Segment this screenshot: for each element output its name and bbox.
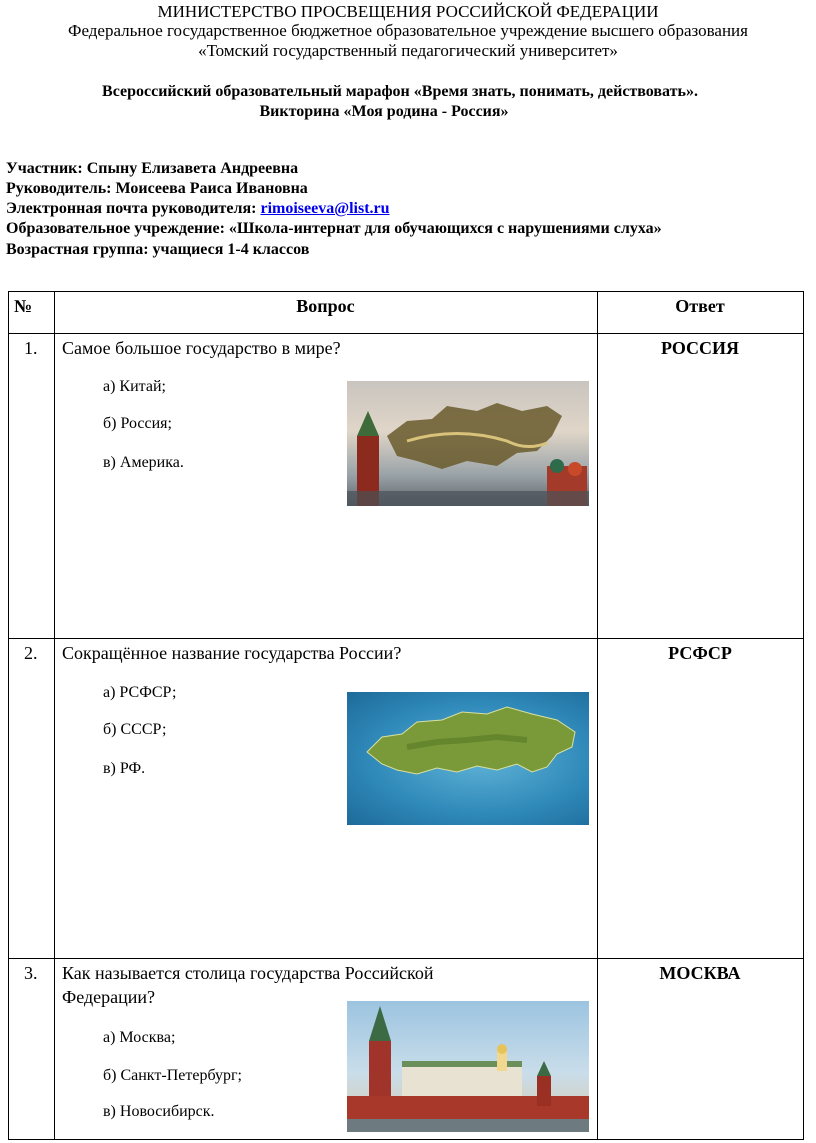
table-border-row2	[8, 958, 804, 959]
email-line	[6, 199, 390, 219]
russia-collage-image	[347, 381, 589, 506]
marathon-title: Всероссийский образовательный марафон «Время знать, понимать, действовать».	[102, 83, 698, 100]
row1-option-b: б) Россия;	[103, 415, 172, 432]
moscow-kremlin-image	[347, 1001, 589, 1132]
row3-option-c: в) Новосибирск.	[103, 1103, 215, 1120]
russia-map-image	[347, 692, 589, 825]
institution-line: Федеральное государственное бюджетное образовательное учреждение высшего образования	[68, 21, 748, 40]
row3-option-b: б) Санкт-Петербург;	[103, 1067, 242, 1084]
row1-option-a: а) Китай;	[103, 378, 166, 395]
row2-question: Сокращённое название государства России?	[62, 643, 402, 663]
row3-question: Как называется столица государства Российской Федерации?	[62, 963, 434, 1007]
email-label: Электронная почта руководителя:	[6, 200, 261, 217]
row2-option-a: а) РСФСР;	[103, 684, 177, 701]
table-border-left	[8, 291, 9, 1140]
table-border-row1	[8, 638, 804, 639]
table-border-right	[803, 291, 804, 1140]
leader-line: Руководитель: Моисеева Раиса Ивановна	[6, 180, 308, 197]
row2-option-b: б) СССР;	[103, 721, 167, 738]
row3-option-a: а) Москва;	[103, 1029, 176, 1046]
university-line: «Томский государственный педагогический университет»	[198, 41, 618, 60]
table-border-header	[8, 333, 804, 334]
col-answer-header: Ответ	[675, 296, 725, 316]
email-link[interactable]: rimoiseeva@list.ru	[260, 200, 390, 217]
row3-number: 3.	[24, 963, 38, 983]
row2-number: 2.	[24, 643, 38, 663]
row1-question: Самое большое государство в мире?	[62, 338, 341, 358]
col-num-header: №	[14, 296, 33, 316]
row1-answer: РОССИЯ	[660, 338, 740, 358]
table-border-col1	[54, 291, 55, 1140]
ministry-line: МИНИСТЕРСТВО ПРОСВЕЩЕНИЯ РОССИЙСКОЙ ФЕДЕРАЦИИ	[157, 2, 659, 21]
row2-answer: РСФСР	[668, 643, 732, 663]
age-group-line: Возрастная группа: учащиеся 1-4 классов	[6, 241, 310, 258]
row1-option-c: в) Америка.	[103, 454, 184, 471]
row2-option-c: в) РФ.	[103, 760, 146, 777]
institution-info-line: Образовательное учреждение: «Школа-интернат для обучающихся с нарушениями слуха»	[6, 220, 662, 237]
col-question-header: Вопрос	[296, 296, 355, 316]
participant-line: Участник: Спыну Елизавета Андреевна	[6, 160, 299, 177]
table-border-top	[8, 291, 804, 292]
row1-number: 1.	[24, 338, 38, 358]
row3-answer: МОСКВА	[659, 963, 741, 983]
quiz-title: Викторина «Моя родина - Россия»	[259, 103, 509, 120]
table-border-bottom	[8, 1139, 804, 1140]
table-border-col2	[597, 291, 598, 1140]
